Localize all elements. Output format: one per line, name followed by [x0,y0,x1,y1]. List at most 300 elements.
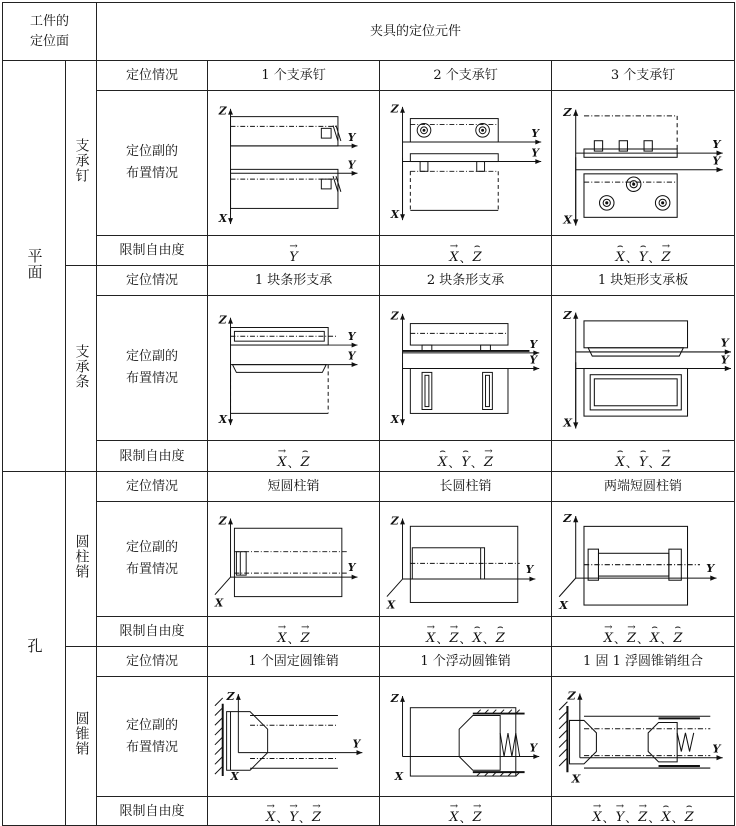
axis-label-x: X [390,412,399,426]
dof-separator: 、 [625,811,638,825]
dof-item [496,623,505,646]
dof-list [604,623,683,646]
dof-axis: X [449,810,459,825]
case-name [380,472,552,502]
dof-separator: 、 [602,811,615,825]
hatch [559,711,567,719]
dof-separator: 、 [298,811,311,825]
surface-group [3,472,66,826]
axis-label-x: X [571,771,581,786]
dof-axis: X [277,455,287,470]
dof-mark: → [661,446,671,457]
dof-mark: → [277,621,287,633]
dof-mark: → [312,801,321,812]
pin [321,128,331,138]
hatch [559,729,567,737]
dof-item [449,802,458,825]
dof-label-text: 限制自由度 [119,803,185,819]
layout-figure-cell [208,502,380,617]
dof-item [616,242,625,265]
layout-figure-cell [208,677,380,797]
axis-label-y: Y [530,126,539,140]
dof-separator: 、 [648,811,661,825]
arrow-head [533,754,539,759]
dof-list [277,623,309,646]
dof-separator: 、 [625,456,638,470]
surface-group-label: 孔 [25,638,44,654]
dof-separator: 、 [660,631,673,646]
case-label-text: 定位情况 [126,654,179,669]
dof-axis: Y [638,249,648,265]
figure-cyl-long [383,505,549,614]
dof-item [661,802,670,825]
hatch [214,727,222,735]
dof-separator: 、 [459,631,472,646]
layout-label [97,677,208,797]
arrow-head [400,106,405,112]
hatch [214,707,222,715]
axis-label-z: Z [390,102,399,116]
dof-mark: → [592,801,602,812]
layout-figure-cell [208,296,380,441]
dof-separator: 、 [671,811,684,825]
dof-mark: → [300,621,310,633]
dof-axis: Y [615,810,625,825]
hatch [214,697,222,705]
hatch [559,748,567,756]
figure-cone-float [383,680,549,794]
pin-center [661,201,664,204]
dof-mark: ⌢ [651,621,658,633]
dof-item [449,242,458,265]
dof-mark: ⌢ [616,446,624,457]
figure-cyl-two [555,505,731,614]
axis-label-y: Y [352,737,360,751]
hatch [214,737,222,745]
arrow-head [351,342,357,347]
plate-inner [594,378,677,405]
dof-separator: 、 [470,456,483,470]
dof-separator: 、 [637,631,650,646]
dof-label [97,617,208,647]
axis-label-z: Z [567,688,576,703]
figure-strip2 [383,299,549,438]
axis-label-y: Y [528,741,537,755]
axis-label-y: Y [530,146,539,160]
dof-separator: 、 [287,456,300,470]
dof-mark: → [472,801,482,812]
dof-mark: → [289,240,298,252]
case-name-text: 1 个固定圆锥销 [248,654,339,669]
arrow-head [535,139,541,144]
pin-center [422,128,425,131]
layout-figure-cell [380,677,552,797]
dof-mark: ⌢ [662,801,670,812]
dof-item [650,623,659,646]
hatch [559,720,567,728]
dof-item [661,242,670,265]
arrow-head [710,575,716,580]
dof-axis: X [615,455,625,470]
header-surface: 工件的 定位面 [3,3,97,61]
dof-axis: X [661,810,671,825]
pin [321,179,331,189]
dof-axis: Y [461,455,470,470]
dof-mark: → [449,621,459,633]
arrow-head [235,694,240,700]
dof-item [639,447,648,470]
pin-center [632,182,635,185]
dof-cell [208,236,380,266]
dof-list [592,802,693,825]
dof-axis: Y [638,455,648,470]
dof-item [473,802,482,825]
dof-mark: ⌢ [639,446,647,457]
case-name [208,472,380,502]
layout-label [97,91,208,236]
arrow-head [228,218,233,224]
surface-group [3,61,66,472]
case-row [3,647,735,677]
axis-label-x: X [394,769,403,783]
dof-separator: 、 [648,456,661,470]
dof-list [438,447,493,470]
arrow-head [573,422,578,428]
dof-cell [552,617,735,647]
element-subgroup-label: 圆锥销 [73,711,90,756]
case-name [380,61,552,91]
dof-axis: Z [673,630,683,646]
dof-mark: ⌢ [439,446,446,457]
axis-label-z: Z [218,513,227,527]
dof-mark: → [638,801,647,812]
axis-label-x: X [218,412,227,426]
layout-label-text: 定位副的 布置情况 [126,717,179,755]
dof-item [301,447,310,470]
axis-label-y: Y [347,349,355,363]
dof-cell [208,441,380,472]
arrow-head [717,755,723,760]
axis-label-z: Z [218,313,227,327]
axis-label-x: X [386,597,395,611]
case-label-text: 定位情况 [126,479,179,494]
dof-axis: Z [472,249,482,265]
pin [420,161,428,171]
dof-mark: ⌢ [616,240,624,252]
spring [500,733,520,756]
axis-label-x: X [563,414,573,429]
dof-axis: X [603,630,613,646]
case-name-text: 1 个浮动圆锥销 [420,654,511,669]
arrow-head [228,108,233,114]
case-name [380,647,552,677]
dof-item [638,802,647,825]
dof-axis: Z [661,249,671,265]
axis-label-z: Z [563,104,572,119]
dof-row [3,441,735,472]
dof-list [616,447,671,470]
case-name-text: 1 块矩形支承板 [597,273,689,288]
figure-pin2 [383,94,549,233]
dof-mark: → [289,801,298,812]
case-label [97,472,208,502]
pin-body [236,551,246,574]
layout-figure-cell [380,91,552,236]
arrow-head [573,219,578,225]
dof-axis: Z [300,455,310,470]
dof-axis: Z [684,810,694,825]
element-subgroup [66,472,97,647]
dof-list [426,623,505,646]
layout-row [3,677,735,797]
case-name-text: 1 块条形支承 [254,273,333,288]
arrow-head [351,574,357,579]
workpiece [410,323,508,344]
arrow-head [717,167,723,172]
arrow-head [573,516,578,522]
case-name-text: 1 个支承钉 [261,68,326,83]
dof-item [484,447,493,470]
dof-mark: ⌢ [497,621,504,633]
dof-mark: ⌢ [473,240,481,252]
arrow-head [351,170,357,175]
case-name [552,472,735,502]
hatch [214,746,222,754]
strip-inner [425,375,429,406]
axis-label-y: Y [712,153,721,168]
base [410,153,498,161]
dof-item [673,623,682,646]
dof-item [438,447,447,470]
dof-separator: 、 [276,811,289,825]
dof-mark: ⌢ [473,621,481,633]
dof-item [604,623,613,646]
axis-label-x: X [214,595,223,609]
arrow-head [529,576,535,581]
case-name-text: 1 固 1 浮圆锥销组合 [583,654,703,669]
locating-elements-table [2,2,735,826]
dof-separator: 、 [613,631,626,646]
dof-item [592,802,601,825]
dof-item [266,802,275,825]
dof-label [97,441,208,472]
case-name-text: 2 个支承钉 [433,68,498,83]
dof-cell [380,441,552,472]
case-name-text: 长圆柱销 [439,479,492,494]
axis-label-x: X [390,207,399,221]
x-diag [559,578,576,597]
layout-figure-cell [552,91,735,236]
case-name-text: 两端短圆柱销 [604,479,683,494]
strip-inner [485,375,489,406]
element-subgroup-label: 支承钉 [73,138,90,183]
pin-center [481,128,484,131]
dof-axis: Z [449,630,459,646]
axis-label-z: Z [563,307,572,322]
case-name-text: 2 块条形支承 [426,273,505,288]
dof-cell [552,236,735,266]
case-name-text: 3 个支承钉 [610,68,676,83]
axis-label-z: Z [226,689,234,703]
dof-axis: X [592,810,602,825]
hole [234,528,341,596]
dof-mark: → [604,621,613,633]
element-subgroup-label: 圆柱销 [73,534,90,579]
dof-label-text: 限制自由度 [119,243,185,258]
dof-axis: Z [483,455,493,470]
axis-label-z: Z [390,513,399,527]
dof-label-text: 限制自由度 [119,624,185,639]
pin-center [605,201,608,204]
dof-item [289,242,298,265]
axis-label-z: Z [218,104,227,118]
arrow-head [228,419,233,425]
dof-axis: Y [289,249,298,265]
dof-axis: Z [311,810,321,825]
axis-label-x: X [218,211,227,225]
case-name [552,61,735,91]
hole [584,526,688,605]
dof-separator: 、 [625,250,638,265]
dof-cell [552,797,735,826]
element-subgroup [66,266,97,472]
case-label-text: 定位情况 [126,273,179,288]
element-subgroup [66,61,97,266]
dof-axis: X [615,249,625,265]
case-name [208,647,380,677]
dof-mark: → [449,240,459,252]
dof-axis: X [426,630,436,646]
dof-axis: Z [638,810,648,825]
cone [226,711,267,770]
strip [482,372,492,409]
case-name-text: 短圆柱销 [267,479,320,494]
axis-label-x: X [563,212,573,227]
dof-item [426,623,435,646]
dof-mark: → [627,621,636,633]
arrow-head [228,518,233,524]
dof-axis: Z [300,630,310,646]
arrow-head [400,419,405,425]
axis-label-y: Y [720,335,729,350]
x-diag [214,577,230,595]
dof-list [266,802,321,825]
arrow-head [356,750,362,755]
dof-item [277,623,286,646]
figure-cone-fixed [211,680,377,794]
dof-label [97,797,208,826]
dof-list [616,242,671,265]
case-row [3,61,735,91]
dof-item [616,447,625,470]
dof-item [661,447,670,470]
figure-strip1 [211,299,377,438]
case-name [552,647,735,677]
dof-mark: ⌢ [301,446,309,457]
hatch [559,701,567,709]
dof-axis: Y [289,810,298,825]
layout-label-text: 定位副的 布置情况 [126,144,179,181]
figure-pin1 [211,94,377,233]
layout-label [97,296,208,441]
arrow-head [535,159,541,164]
figure-plate [555,299,731,438]
arrow-head [573,109,578,115]
axis-label-y: Y [347,329,355,343]
x-diag [386,579,402,597]
dof-list [277,447,309,470]
arrow-head [400,695,405,701]
axis-label-y: Y [347,130,355,144]
dof-mark: → [484,446,493,457]
dof-item [685,802,694,825]
hatch [214,766,222,774]
layout-label [97,502,208,617]
dof-axis: X [449,249,459,265]
figure-pin3 [555,94,731,233]
axis-label-z: Z [563,510,572,525]
layout-figure-cell [552,677,735,797]
dof-mark: ⌢ [639,240,647,252]
element-subgroup-label: 支承条 [73,343,90,389]
dof-axis: Z [495,630,505,646]
hatch [214,756,222,764]
dof-item [277,447,286,470]
dof-mark: → [661,240,671,252]
arrow-head [400,214,405,220]
dof-separator: 、 [287,631,300,646]
dof-cell [380,617,552,647]
layout-row [3,91,735,236]
dof-axis: X [650,630,660,646]
dof-cell [552,441,735,472]
dof-item [627,623,636,646]
pin [476,161,484,171]
dof-separator: 、 [436,631,449,646]
axis-label-y: Y [712,741,721,756]
dof-axis: X [266,810,276,825]
axis-label-x: X [559,597,568,612]
figure-cone-combo [555,680,731,794]
case-label [97,647,208,677]
dof-item [639,242,648,265]
layout-figure-cell [552,296,735,441]
arrow-head [533,366,539,371]
dof-mark: → [426,621,435,633]
axis-label-y: Y [528,353,537,367]
dof-cell [380,797,552,826]
dof-axis: X [277,630,287,646]
surface-group-label: 平面 [25,247,44,280]
dof-mark: ⌢ [685,801,693,812]
cone-right [648,722,677,761]
dof-axis: X [472,630,482,646]
arrow-head [400,313,405,319]
case-name [208,61,380,91]
layout-figure-cell [552,502,735,617]
dof-mark: → [449,801,459,812]
dof-row [3,797,735,826]
dof-item [473,623,482,646]
arrow-head [351,143,357,148]
case-name [208,266,380,296]
dof-mark: → [615,801,625,812]
dof-mark: ⌢ [674,621,682,633]
axis-label-x: X [230,769,239,783]
dof-cell [208,617,380,647]
dof-item [461,447,470,470]
dof-cell [208,797,380,826]
